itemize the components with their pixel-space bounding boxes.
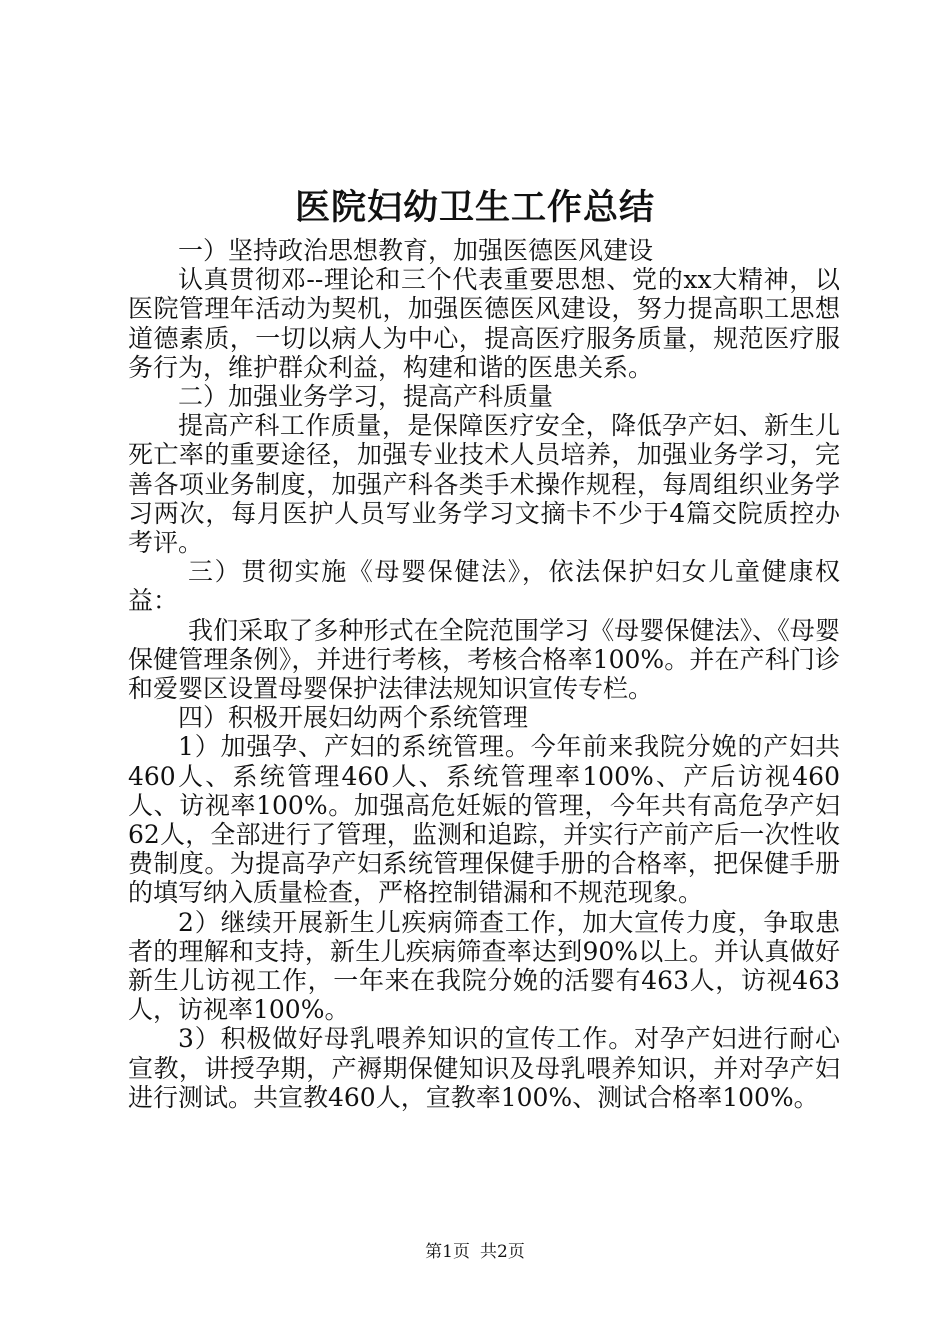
- paragraph-4-2: 2）继续开展新生儿疾病筛查工作，加大宣传力度，争取患者的理解和支持，新生儿疾病筛查率达到90%以上。并认真做好新生儿访视工作，一年来在我院分娩的活婴有463人，访视463人，访视率100%。: [128, 907, 840, 1025]
- section-heading-1: 一）坚持政治思想教育，加强医德医风建设: [178, 236, 654, 265]
- document-body: [128, 236, 840, 1112]
- section-heading-4: 四）积极开展妇幼两个系统管理: [178, 703, 529, 733]
- page-footer: [0, 1240, 950, 1264]
- paragraph-4-1: 1）加强孕、产妇的系统管理。今年前来我院分娩的产妇共460人、系统管理460人、系统管理率100%、产后访视460人、访视率100%。加强高危妊娠的管理，今年共有高危孕产妇62人，全部进行了管理，监测和追踪，并实行产前产后一次性收费制度。为提高孕产妇系统管理保健手册的合格率，把保健手册的填写纳入质量检查，严格控制错漏和不规范现象。: [128, 732, 840, 908]
- paragraph-3: 我们采取了多种形式在全院范围学习《母婴保健法》、《母婴保健管理条例》，并进行考核，考核合格率100%。并在产科门诊和爱婴区设置母婴保护法律法规知识宣传专栏。: [128, 615, 840, 704]
- paragraph-4-3: 3）积极做好母乳喂养知识的宣传工作。对孕产妇进行耐心宣教，讲授孕期，产褥期保健知识及母乳喂养知识，并对孕产妇进行测试。共宣教460人，宣教率100%、测试合格率100%。: [128, 1024, 840, 1112]
- paragraph-2: 提高产科工作质量，是保障医疗安全，降低孕产妇、新生儿死亡率的重要途径，加强专业技术人员培养，加强业务学习，完善各项业务制度，加强产科各类手术操作规程，每周组织业务学习两次，每月医护人员写业务学习文摘卡不少于4篇交院质控办考评。: [128, 411, 840, 558]
- section-heading-3: 三）贯彻实施《母婴保健法》，依法保护妇女儿童健康权益：: [128, 557, 840, 616]
- document-title: 医院妇幼卫生工作总结: [294, 187, 655, 228]
- page-number: 第1页: [425, 1242, 470, 1262]
- paragraph-1: 认真贯彻邓--理论和三个代表重要思想、党的xx大精神，以医院管理年活动为契机，加强医德医风建设，努力提高职工思想道德素质，一切以病人为中心，提高医疗服务质量，规范医疗服务行为，维护群众利益，构建和谐的医患关系。: [128, 265, 840, 382]
- page-total: 共2页: [480, 1242, 525, 1262]
- section-heading-2: 二）加强业务学习，提高产科质量: [178, 382, 554, 412]
